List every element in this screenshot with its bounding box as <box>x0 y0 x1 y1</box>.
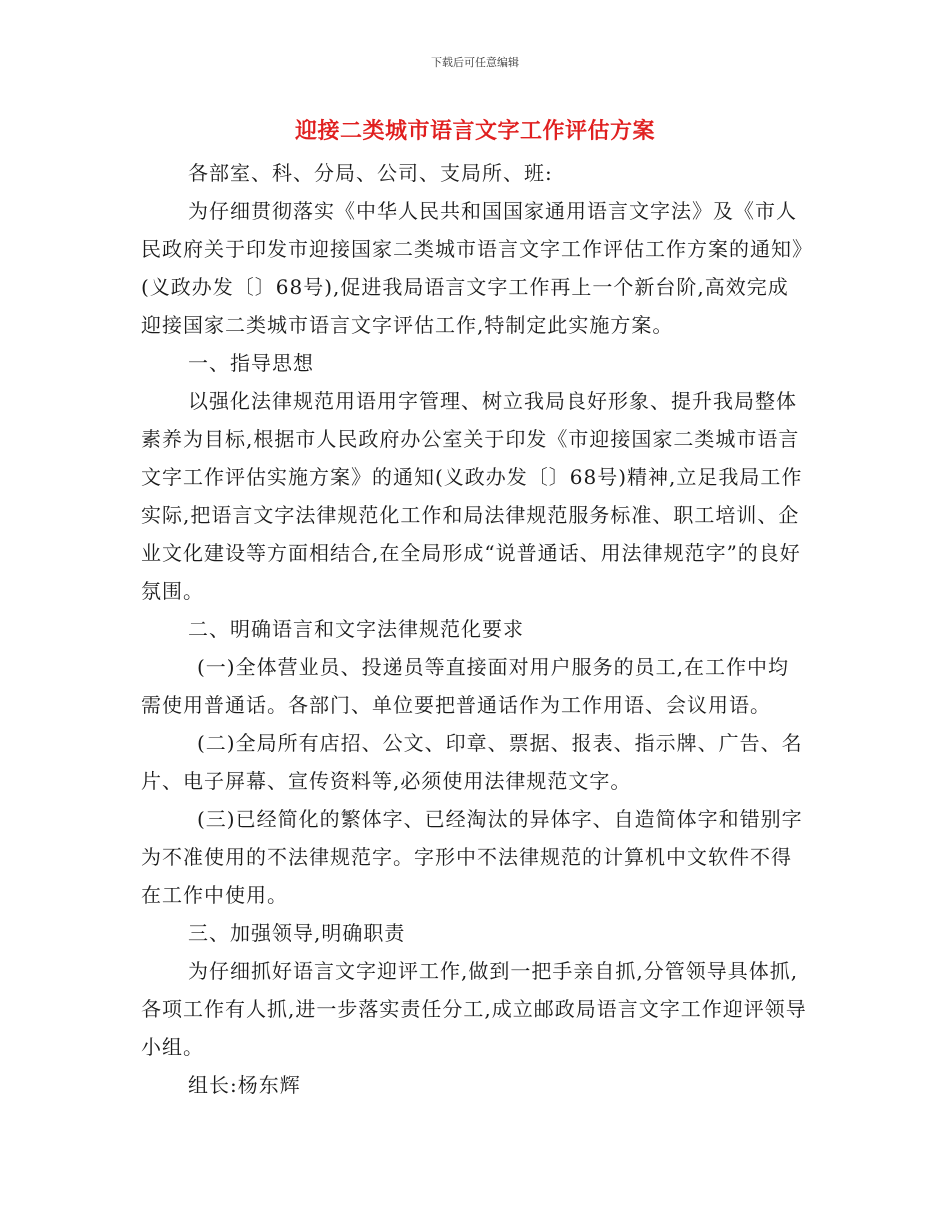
group-leader-line: 组长:杨东辉 <box>188 1073 301 1097</box>
intro-paragraph: 为仔细贯彻落实《中华人民共和国国家通用语言文字法》及《市人民政府关于印发市迎接国家二类城市语言文字工作评估工作方案的通知》(义政办发〔〕68号),促进我局语言文字工作再上一个新台阶,高效完成迎接国家二类城市语言文字评估工作,特制定此实施方案。 <box>141 199 803 337</box>
salutation: 各部室、科、分局、公司、支局所、班: <box>188 161 553 185</box>
section-heading-1: 一、指导思想 <box>188 351 314 375</box>
requirement-item-2: (二)全局所有店招、公文、印章、票据、报表、指示牌、广告、名片、电子屏幕、宣传资料等,必须使用法律规范文字。 <box>141 731 803 793</box>
requirement-item-1: (一)全体营业员、投递员等直接面对用户服务的员工,在工作中均需使用普通话。各部门、单位要把普通话作为工作用语、会议用语。 <box>141 655 789 717</box>
header-note: 下载后可任意编辑 <box>431 56 519 69</box>
document-title: 迎接二类城市语言文字工作评估方案 <box>294 119 655 144</box>
requirement-item-3: (三)已经简化的繁体字、已经淘汰的异体字、自造简体字和错别字为不准使用的不法律规范字。字形中不法律规范的计算机中文软件不得在工作中使用。 <box>141 807 803 907</box>
section-heading-3: 三、加强领导,明确职责 <box>188 921 406 945</box>
section-heading-2: 二、明确语言和文字法律规范化要求 <box>188 617 524 641</box>
document-body <box>141 154 809 1104</box>
guiding-thought-paragraph: 以强化法律规范用语用字管理、树立我局良好形象、提升我局整体素养为目标,根据市人民政府办公室关于印发《市迎接国家二类城市语言文字工作评估实施方案》的通知(义政办发〔〕68号)精神,立足我局工作实际,把语言文字法律规范化工作和局法律规范服务标准、职工培训、企业文化建设等方面相结合,在全局形成“说普通话、用法律规范字”的良好氛围。 <box>141 389 803 603</box>
leadership-paragraph: 为仔细抓好语言文字迎评工作,做到一把手亲自抓,分管领导具体抓,各项工作有人抓,进一步落实责任分工,成立邮政局语言文字工作迎评领导小组。 <box>141 959 807 1059</box>
